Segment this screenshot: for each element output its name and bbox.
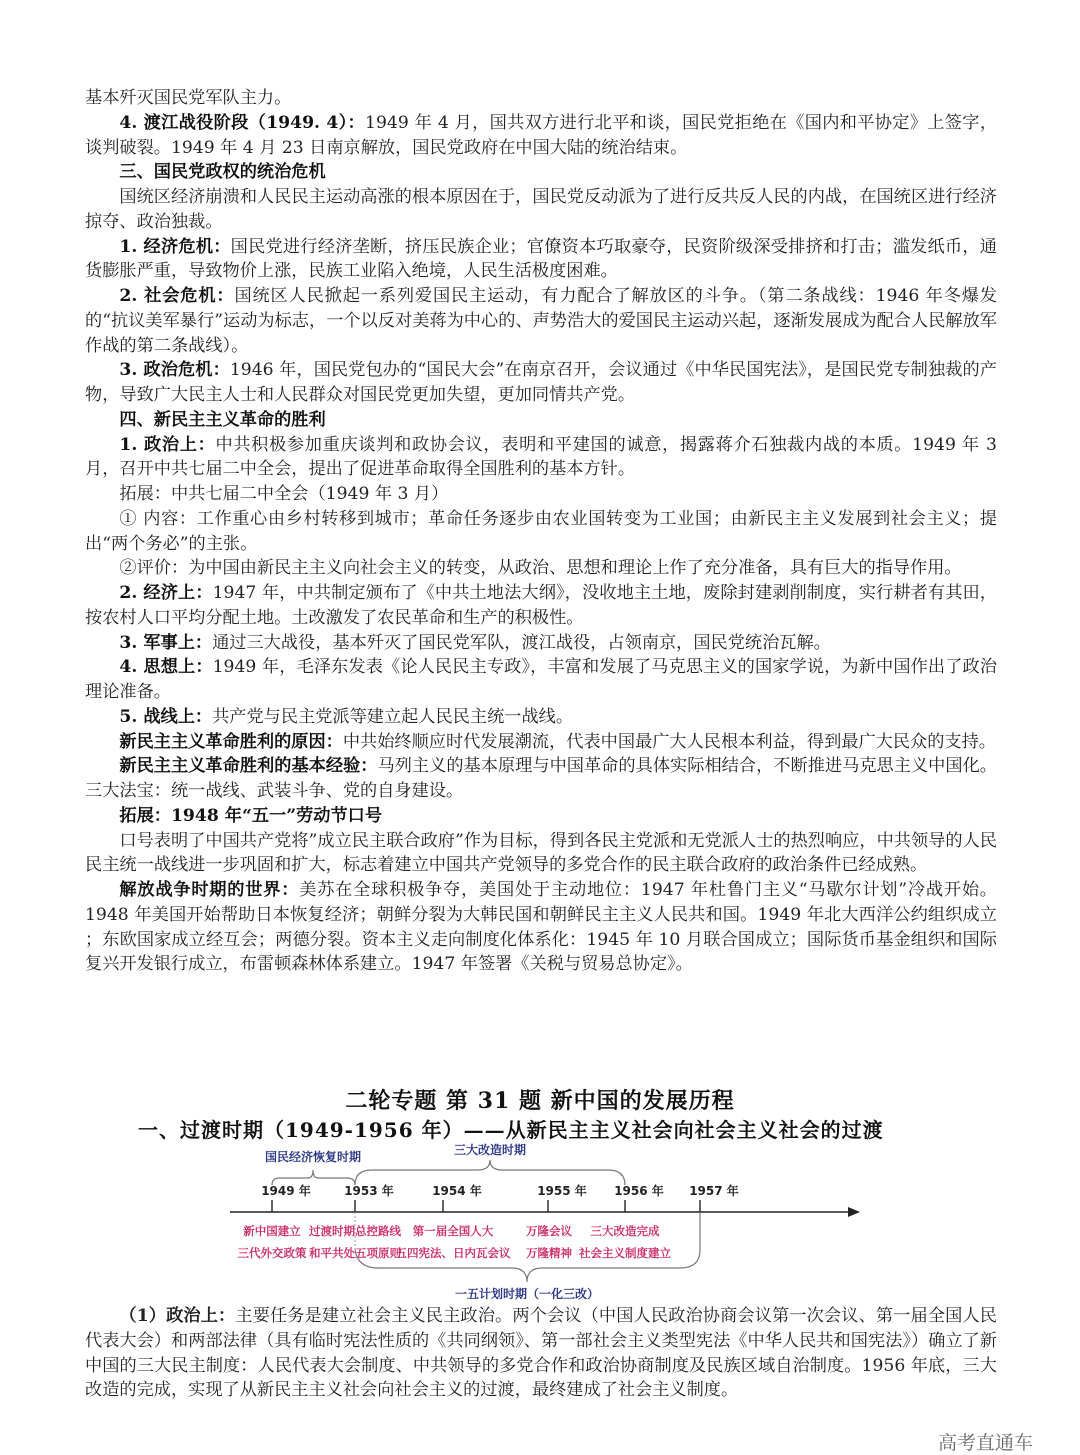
paragraph-text: 主要任务是建立社会主义民主政治。两个会议（中国人民政治协商会议第一次会议、第一届全国人民代表大会）和两部法律（具有临时宪法性质的《共同纲领》、第一部社会主义类型宪法《中华人民共和国宪法》）确立了新中国的三大民主制度：人民代表大会制度、中共领导的多党合作和政治协商制度及民族区域自治制度。1956 年底，三大改造的完成，实现了从新民主主义社会向社会主义的过渡，最终建成了社会主义制度。 xyxy=(85,1306,997,1401)
paragraph-text: 口号表明了中国共产党将”成立民主联合政府”作为目标，得到各民主党派和无党派人士的热烈响应，中共领导的人民民主统一战线进一步巩固和扩大，标志着建立中国共产党领导的多党合作的民主联合政府的政治条件已经成熟。 xyxy=(85,830,997,876)
timeline-year-label: 1949 年 xyxy=(261,1184,311,1198)
paragraph-text: 美苏在全球积极争夺，美国处于主动地位：1947 年杜鲁门主义“马歇尔计划”冷战开始。1948 年美国开始帮助日本恢复经济；朝鲜分裂为大韩民国和朝鲜民主主义人民共和国。1949 年北大西洋公约组织成立 ；东欧国家成立经互会；两德分裂。资本主义走向制度化体系化：1945 年 10 月联合国成立；国际货币基金组织和国际复兴开发银行成立，布雷顿森林体系建立。1947 年签署《关税与贸易总协定》。 xyxy=(85,880,997,975)
paragraph-text: 基本歼灭国民党军队主力。 xyxy=(85,88,292,108)
paragraph-text: 国民党进行经济垄断，挤压民族企业；官僚资本巧取豪夺，民资阶级深受排挤和打击；滥发纸币，通货膨胀严重，导致物价上涨，民族工业陷入绝境，人民生活极度困难。 xyxy=(85,236,997,282)
paragraph-heading: 2. 社会危机： xyxy=(119,286,235,306)
paragraph-text: 中共积极参加重庆谈判和政协会议，表明和平建国的诚意，揭露蒋介石独裁内战的本质。1949 年 3 月，召开中共七届二中全会，提出了促进革命取得全国胜利的基本方针。 xyxy=(85,434,997,480)
paragraph-heading: 4. 渡江战役阶段（1949. 4）： xyxy=(119,112,366,133)
paragraph-heading: 解放战争时期的世界： xyxy=(119,880,300,900)
paragraph-heading: 3. 政治危机： xyxy=(119,360,230,381)
paragraph xyxy=(85,754,997,804)
paragraph-text: ① 内容：工作重心由乡村转移到城市；革命任务逐步由农业国转变为工业国；由新民主主义发展到社会主义；提出“两个务必”的主张。 xyxy=(85,508,997,554)
paragraph-text: 国统区经济崩溃和人民民主运动高涨的根本原因在于，国民党反动派为了进行反共反人民的内战，在国统区进行经济掠夺、政治独裁。 xyxy=(85,187,997,232)
paragraph-text: 国统区人民掀起一系列爱国民主运动，有力配合了解放区的斗争。（第二条战线：1946 年冬爆发的“抗议美军暴行”运动为标志，一个以反对美蒋为中心的、声势浩大的爱国民主运动兴起，逐渐发展成为配合人民解放军作战的第二条战线）。 xyxy=(85,286,998,356)
paragraph-text: 中共始终顺应时代发展潮流，代表中国最广大人民根本利益，得到最广大民众的支持。 xyxy=(342,731,996,752)
final-paragraph-block xyxy=(85,1304,997,1403)
paragraph-text: 1949 年 4 月，国共双方进行北平和谈，国民党拒绝在《国内和平协定》上签字，谈判破裂。1949 年 4 月 23 日南京解放，国民党政府在中国大陆的统治结束。 xyxy=(85,112,998,158)
period-label-transformation: 三大改造时期 xyxy=(453,1143,527,1157)
paragraph xyxy=(85,829,997,879)
paragraph xyxy=(85,655,997,705)
paragraph xyxy=(85,878,997,977)
timeline-event-label: 社会主义制度建立 xyxy=(579,1246,671,1260)
timeline-event-label: 过渡时期总控路线 xyxy=(309,1224,401,1238)
paragraph xyxy=(85,86,997,111)
paragraph-heading: 三、国民党政权的统治危机 xyxy=(119,162,326,183)
paragraph xyxy=(85,185,997,235)
paragraph xyxy=(85,284,997,358)
timeline-event-label: 三代外交政策 xyxy=(237,1246,307,1260)
arrow-right-icon xyxy=(848,1207,860,1217)
paragraph-heading: 3. 军事上： xyxy=(119,632,213,653)
paragraph-text: ②评价：为中国由新民主主义向社会主义的转变，从政治、思想和理论上作了充分准备，具有巨大的指导作用。 xyxy=(119,558,962,579)
watermark: 高考直通车 xyxy=(938,1432,1034,1454)
paragraph xyxy=(85,705,997,730)
timeline-event-label: 和平共处五项原则 xyxy=(309,1246,401,1260)
paragraph-heading: （1）政治上： xyxy=(119,1306,236,1326)
paragraph xyxy=(85,433,997,483)
paragraph-text: 1946 年，国民党包办的“国民大会”在南京召开，会议通过《中华民国宪法》，是国民党专制独裁的产物，导致广大民主人士和人民群众对国民党更加失望，更加同情共产党。 xyxy=(85,360,997,405)
paragraph-text: 1949 年，毛泽东发表《论人民民主专政》，丰富和发展了马克思主义的国家学说，为新中国作出了政治理论准备。 xyxy=(85,657,997,702)
timeline-diagram xyxy=(0,1140,1080,1305)
timeline-year-label: 1954 年 xyxy=(432,1184,482,1198)
section-subtitle: 一、过渡时期（1949-1956 年）——从新民主主义社会向社会主义社会的过渡 xyxy=(138,1118,884,1142)
paragraph xyxy=(85,111,997,161)
timeline-event-label: 新中国建立 xyxy=(243,1224,301,1238)
timeline-event-label: 三大改造完成 xyxy=(590,1224,660,1238)
paragraph-heading: 5. 战线上： xyxy=(119,706,213,727)
paragraph xyxy=(85,507,997,557)
paragraph-heading: 2. 经济上： xyxy=(119,583,213,603)
period-label-five-year-plan: 一五计划时期（一化三改） xyxy=(454,1287,600,1301)
paragraph-heading: 新民主主义革命胜利的基本经验： xyxy=(119,756,378,777)
timeline-event-label: 五四宪法、日内瓦会议 xyxy=(395,1246,511,1260)
section-title: 二轮专题 第 31 题 新中国的发展历程 xyxy=(345,1088,735,1114)
timeline-event-label: 第一届全国人大 xyxy=(412,1224,494,1238)
paragraph xyxy=(85,358,997,408)
paragraph xyxy=(85,482,997,507)
paragraph-heading: 四、新民主主义革命的胜利 xyxy=(119,409,326,430)
paragraph-text: 通过三大战役，基本歼灭了国民党军队，渡江战役，占领南京，国民党统治瓦解。 xyxy=(212,632,831,653)
paragraph-heading: 4. 思想上： xyxy=(119,657,213,678)
paragraph xyxy=(85,235,997,285)
paragraph-heading: 1. 经济危机： xyxy=(119,236,231,257)
paragraph-text: 1947 年，中共制定颁布了《中共土地法大纲》，没收地主土地，废除封建剥削制度，实行耕者有其田，按农村人口平均分配土地。土改激发了农民革命和生产的积极性。 xyxy=(85,583,997,628)
timeline-year-label: 1957 年 xyxy=(689,1184,739,1198)
paragraph xyxy=(85,1304,997,1403)
timeline-year-label: 1953 年 xyxy=(344,1184,394,1198)
paragraph xyxy=(85,730,997,755)
paragraph xyxy=(85,556,997,581)
timeline-event-label: 万隆会议 xyxy=(526,1224,572,1238)
paragraph xyxy=(85,631,997,656)
timeline-year-label: 1956 年 xyxy=(614,1184,664,1198)
paragraph-heading: 拓展：1948 年“五一”劳动节口号 xyxy=(119,805,383,826)
paragraph-text: 马列主义的基本原理与中国革命的具体实际相结合，不断推进马克思主义中国化。三大法宝：统一战线、武装斗争、党的自身建设。 xyxy=(85,756,997,801)
timeline-year-label: 1955 年 xyxy=(537,1184,587,1198)
paragraph-text: 拓展：中共七届二中全会（1949 年 3 月） xyxy=(119,484,449,504)
brace-transformation-period xyxy=(355,1160,625,1185)
paragraph xyxy=(85,408,997,433)
timeline-event-label: 万隆精神 xyxy=(526,1246,572,1260)
period-label-recovery: 国民经济恢复时期 xyxy=(264,1150,362,1164)
paragraph xyxy=(85,804,997,829)
document-body xyxy=(85,86,997,977)
paragraph xyxy=(85,581,997,631)
paragraph xyxy=(85,160,997,185)
paragraph-heading: 1. 政治上： xyxy=(119,434,216,455)
brace-recovery-period xyxy=(272,1170,355,1185)
paragraph-heading: 新民主主义革命胜利的原因： xyxy=(119,731,343,752)
paragraph-text: 共产党与民主党派等建立起人民民主统一战线。 xyxy=(212,706,574,727)
